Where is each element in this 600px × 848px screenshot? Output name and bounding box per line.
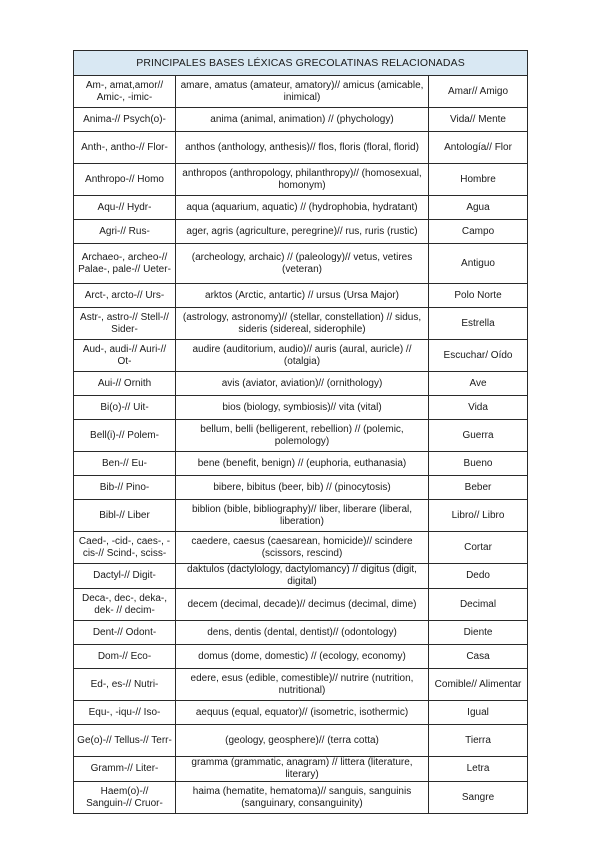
examples-cell: (geology, geosphere)// (terra cotta) xyxy=(176,725,429,757)
table-row xyxy=(74,669,528,701)
table-header-row xyxy=(74,51,528,76)
base-cell: Anthropo-// Homo xyxy=(74,164,176,196)
table-row xyxy=(74,564,528,589)
meaning-cell: Letra xyxy=(429,757,528,782)
table-row xyxy=(74,701,528,725)
examples-cell: amare, amatus (amateur, amatory)// amicus (amicable, inimical) xyxy=(176,76,429,108)
table-row xyxy=(74,196,528,220)
examples-cell: daktulos (dactylology, dactylomancy) // digitus (digit, digital) xyxy=(176,564,429,589)
examples-cell: dens, dentis (dental, dentist)// (odontology) xyxy=(176,621,429,645)
meaning-cell: Dedo xyxy=(429,564,528,589)
meaning-cell: Igual xyxy=(429,701,528,725)
base-cell: Arct-, arcto-// Urs- xyxy=(74,284,176,308)
meaning-cell: Vida xyxy=(429,396,528,420)
meaning-cell: Estrella xyxy=(429,308,528,340)
meaning-cell: Cortar xyxy=(429,532,528,564)
table-row xyxy=(74,132,528,164)
table-row xyxy=(74,645,528,669)
examples-cell: audire (auditorium, audio)// auris (aural, auricle) // (otalgia) xyxy=(176,340,429,372)
examples-cell: bibere, bibitus (beer, bib) // (pinocytosis) xyxy=(176,476,429,500)
base-cell: Am-, amat,amor// Amic-, -imic- xyxy=(74,76,176,108)
examples-cell: edere, esus (edible, comestible)// nutrire (nutrition, nutritional) xyxy=(176,669,429,701)
meaning-cell: Vida// Mente xyxy=(429,108,528,132)
base-cell: Dent-// Odont- xyxy=(74,621,176,645)
meaning-cell: Antología// Flor xyxy=(429,132,528,164)
table-row xyxy=(74,621,528,645)
examples-cell: anthos (anthology, anthesis)// flos, floris (floral, florid) xyxy=(176,132,429,164)
base-cell: Equ-, -iqu-// Iso- xyxy=(74,701,176,725)
meaning-cell: Antiguo xyxy=(429,244,528,284)
table-row xyxy=(74,396,528,420)
base-cell: Bib-// Pino- xyxy=(74,476,176,500)
base-cell: Archaeo-, archeo-// Palae-, pale-// Ueter- xyxy=(74,244,176,284)
base-cell: Ge(o)-// Tellus-// Terr- xyxy=(74,725,176,757)
examples-cell: aqua (aquarium, aquatic) // (hydrophobia, hydratant) xyxy=(176,196,429,220)
table-row xyxy=(74,725,528,757)
table-row xyxy=(74,220,528,244)
table-row xyxy=(74,420,528,452)
base-cell: Bibl-// Liber xyxy=(74,500,176,532)
examples-cell: (archeology, archaic) // (paleology)// vetus, vetires (veteran) xyxy=(176,244,429,284)
examples-cell: biblion (bible, bibliography)// liber, liberare (liberal, liberation) xyxy=(176,500,429,532)
table-row xyxy=(74,757,528,782)
examples-cell: domus (dome, domestic) // (ecology, economy) xyxy=(176,645,429,669)
examples-cell: bene (benefit, benign) // (euphoria, euthanasia) xyxy=(176,452,429,476)
meaning-cell: Casa xyxy=(429,645,528,669)
examples-cell: bios (biology, symbiosis)// vita (vital) xyxy=(176,396,429,420)
meaning-cell: Libro// Libro xyxy=(429,500,528,532)
meaning-cell: Agua xyxy=(429,196,528,220)
base-cell: Dactyl-// Digit- xyxy=(74,564,176,589)
examples-cell: decem (decimal, decade)// decimus (decimal, dime) xyxy=(176,589,429,621)
base-cell: Aud-, audi-// Auri-// Ot- xyxy=(74,340,176,372)
base-cell: Agri-// Rus- xyxy=(74,220,176,244)
base-cell: Haem(o)-// Sanguin-// Cruor- xyxy=(74,782,176,814)
meaning-cell: Tierra xyxy=(429,725,528,757)
table-row xyxy=(74,308,528,340)
table-row xyxy=(74,372,528,396)
base-cell: Aqu-// Hydr- xyxy=(74,196,176,220)
examples-cell: ager, agris (agriculture, peregrine)// rus, ruris (rustic) xyxy=(176,220,429,244)
meaning-cell: Escuchar/ Oído xyxy=(429,340,528,372)
meaning-cell: Sangre xyxy=(429,782,528,814)
table-row xyxy=(74,340,528,372)
base-cell: Gramm-// Liter- xyxy=(74,757,176,782)
examples-cell: aequus (equal, equator)// (isometric, isothermic) xyxy=(176,701,429,725)
table-row xyxy=(74,164,528,196)
meaning-cell: Amar// Amigo xyxy=(429,76,528,108)
table-row xyxy=(74,589,528,621)
examples-cell: bellum, belli (belligerent, rebellion) // (polemic, polemology) xyxy=(176,420,429,452)
meaning-cell: Beber xyxy=(429,476,528,500)
examples-cell: anima (animal, animation) // (phychology) xyxy=(176,108,429,132)
examples-cell: haima (hematite, hematoma)// sanguis, sanguinis (sanguinary, consanguinity) xyxy=(176,782,429,814)
table-body xyxy=(74,76,528,814)
base-cell: Caed-, -cid-, caes-, -cis-// Scind-, sciss- xyxy=(74,532,176,564)
base-cell: Ben-// Eu- xyxy=(74,452,176,476)
meaning-cell: Campo xyxy=(429,220,528,244)
table-row xyxy=(74,108,528,132)
base-cell: Bi(o)-// Uit- xyxy=(74,396,176,420)
meaning-cell: Comible// Alimentar xyxy=(429,669,528,701)
lexical-bases-table xyxy=(73,50,528,814)
base-cell: Deca-, dec-, deka-, dek- // decim- xyxy=(74,589,176,621)
table-row xyxy=(74,452,528,476)
examples-cell: caedere, caesus (caesarean, homicide)// scindere (scissors, rescind) xyxy=(176,532,429,564)
meaning-cell: Diente xyxy=(429,621,528,645)
meaning-cell: Polo Norte xyxy=(429,284,528,308)
table-row xyxy=(74,476,528,500)
examples-cell: gramma (grammatic, anagram) // littera (literature, literary) xyxy=(176,757,429,782)
table-row xyxy=(74,284,528,308)
table-row xyxy=(74,532,528,564)
base-cell: Bell(i)-// Polem- xyxy=(74,420,176,452)
meaning-cell: Hombre xyxy=(429,164,528,196)
base-cell: Aui-// Ornith xyxy=(74,372,176,396)
table-row xyxy=(74,782,528,814)
examples-cell: avis (aviator, aviation)// (ornithology) xyxy=(176,372,429,396)
base-cell: Dom-// Eco- xyxy=(74,645,176,669)
table-row xyxy=(74,500,528,532)
base-cell: Anima-// Psych(o)- xyxy=(74,108,176,132)
base-cell: Astr-, astro-// Stell-// Sider- xyxy=(74,308,176,340)
meaning-cell: Guerra xyxy=(429,420,528,452)
examples-cell: arktos (Arctic, antartic) // ursus (Ursa Major) xyxy=(176,284,429,308)
table-title: PRINCIPALES BASES LÉXICAS GRECOLATINAS RELACIONADAS xyxy=(74,51,528,76)
table-row xyxy=(74,76,528,108)
examples-cell: (astrology, astronomy)// (stellar, constellation) // sidus, sideris (sidereal, siderophile) xyxy=(176,308,429,340)
meaning-cell: Ave xyxy=(429,372,528,396)
base-cell: Anth-, antho-// Flor- xyxy=(74,132,176,164)
base-cell: Ed-, es-// Nutri- xyxy=(74,669,176,701)
meaning-cell: Decimal xyxy=(429,589,528,621)
table-row xyxy=(74,244,528,284)
meaning-cell: Bueno xyxy=(429,452,528,476)
examples-cell: anthropos (anthropology, philanthropy)// (homosexual, homonym) xyxy=(176,164,429,196)
